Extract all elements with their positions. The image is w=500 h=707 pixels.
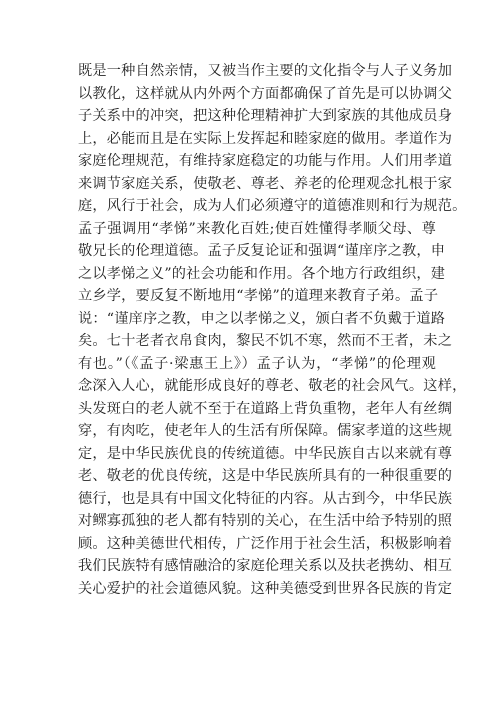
body-text	[78, 60, 467, 600]
text-line: 我们民族特有感情融洽的家庭伦理关系以及扶老携幼、相互	[78, 558, 453, 574]
text-line: 老、敬老的优良传统，这是中华民族所具有的一种很重要的	[78, 468, 453, 484]
text-line: 之以孝悌之义”的社会功能和作用。各个地方行政组织，建	[78, 265, 446, 282]
text-line: 孟子强调用“孝悌”来教化百姓;使百姓懂得孝顺父母、尊	[78, 220, 436, 237]
text-line: 庭，风行于社会，成为人们必须遵守的道德准则和行为规范。	[78, 198, 467, 214]
text-line: 定，是中华民族优良的传统道德。中华民族自古以来就有尊	[78, 445, 453, 462]
text-line: 家庭伦理规范，有维持家庭稳定的功能与作用。人们用孝道	[78, 153, 453, 169]
text-line: 念深入人心，就能形成良好的尊老、敬老的社会风气。这样，	[78, 378, 467, 394]
text-line: 既是一种自然亲情，又被当作主要的文化指令与人子义务加	[78, 63, 453, 79]
text-line: 矣。七十老者衣帛食肉，黎民不饥不寒，然而不王者，未之	[78, 333, 453, 349]
text-line: 上，必能而且是在实际上发挥起和睦家庭的做用。孝道作为	[78, 130, 453, 147]
text-line: 立乡学，要反复不断地用“孝悌”的道理来教育子弟。孟子	[78, 288, 439, 304]
text-line: 以教化，这样就从内外两个方面都确保了首先是可以协调父	[78, 85, 453, 102]
text-line: 敬兄长的伦理道德。孟子反复论证和强调“谨庠序之教，申	[78, 243, 446, 259]
text-line: 穿，有肉吃，使老年人的生活有所保障。儒家孝道的这些规	[78, 423, 453, 439]
text-line: 头发斑白的老人就不至于在道路上背负重物，老年人有丝绸	[78, 400, 453, 417]
text-line: 来调节家庭关系，使敬老、尊老、养老的伦理观念扎根于家	[78, 175, 453, 192]
text-line: 有也。”（《孟子·梁惠王上》）孟子认为，“孝悌”的伦理观	[78, 355, 436, 372]
text-line: 关心爱护的社会道德风貌。这种美德受到世界各民族的肯定	[78, 580, 453, 597]
text-line: 德行，也是具有中国文化特征的内容。从古到今，中华民族	[78, 490, 453, 507]
text-line: 说：“谨庠序之教，申之以孝悌之义，颁白者不负戴于道路	[78, 310, 446, 327]
text-line: 子关系中的冲突，把这种伦理精神扩大到家族的其他成员身	[78, 108, 453, 124]
text-line: 对鳏寡孤独的老人都有特别的关心，在生活中给予特别的照	[78, 513, 453, 529]
text-line: 顾。这种美德世代相传，广泛作用于社会生活，积极影响着	[78, 535, 453, 552]
